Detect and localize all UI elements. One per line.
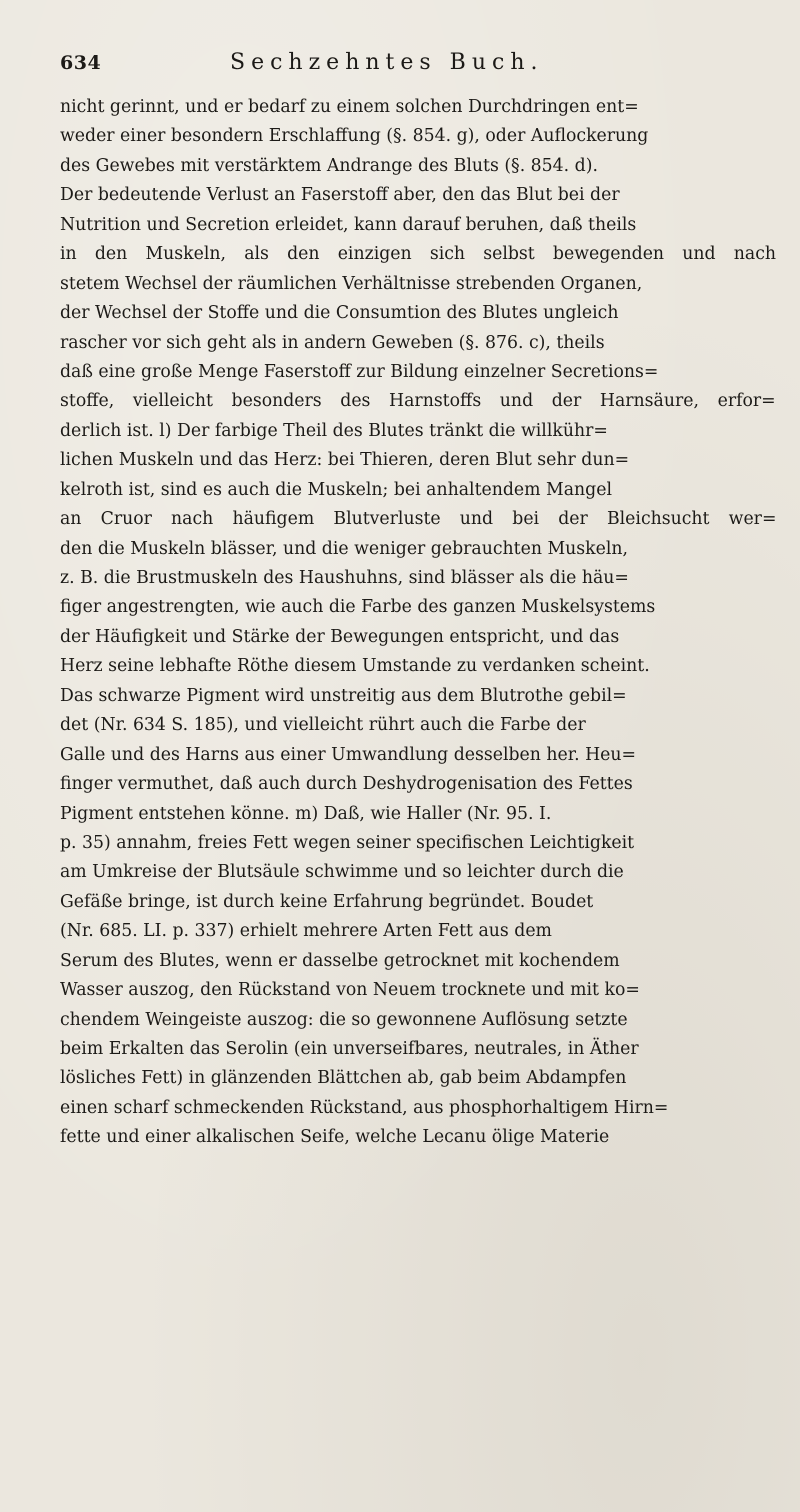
text-line: stoffe, vielleicht besonders des Harnstoffs und der Harnsäure, erfor= xyxy=(60,391,776,412)
text-line: z. B. die Brustmuskeln des Haushuhns, sind blässer als die häu= xyxy=(60,568,629,588)
text-line: des Gewebes mit verstärktem Andrange des Bluts (§. 854. d). xyxy=(60,155,598,176)
text-line: Das schwarze Pigment wird unstreitig aus dem Blutrothe gebil= xyxy=(60,685,627,706)
body-text xyxy=(60,93,776,1153)
text-line: lichen Muskeln und das Herz: bei Thieren, deren Blut sehr dun= xyxy=(60,450,630,471)
text-line: den die Muskeln blässer, und die weniger gebrauchten Muskeln, xyxy=(60,538,629,559)
text-line: Wasser auszog, den Rückstand von Neuem trocknete und mit ko= xyxy=(60,980,640,1001)
text-line: Gefäße bringe, ist durch keine Erfahrung begründet. Boudet xyxy=(60,891,594,912)
text-line: Herz seine lebhafte Röthe diesem Umstande zu verdanken scheint. xyxy=(60,656,650,677)
text-line: am Umkreise der Blutsäule schwimme und so leichter durch die xyxy=(60,862,624,883)
text-line: figer angestrengten, wie auch die Farbe des ganzen Muskelsystems xyxy=(60,597,656,618)
text-line: der Wechsel der Stoffe und die Consumtion des Blutes ungleich xyxy=(60,303,619,324)
text-line: beim Erkalten das Serolin (ein unverseifbares, neutrales, in Äther xyxy=(60,1039,639,1059)
text-line: (Nr. 685. LI. p. 337) erhielt mehrere Arten Fett aus dem xyxy=(60,921,552,942)
text-line: derlich ist. l) Der farbige Theil des Blutes tränkt die willkühr= xyxy=(60,420,608,441)
text-line: an Cruor nach häufigem Blutverluste und bei der Bleichsucht wer= xyxy=(60,509,776,530)
text-line: der Häufigkeit und Stärke der Bewegungen entspricht, und das xyxy=(60,626,620,647)
text-line: finger vermuthet, daß auch durch Deshydrogenisation des Fettes xyxy=(60,774,633,795)
text-line: det (Nr. 634 S. 185), und vielleicht rührt auch die Farbe der xyxy=(60,715,586,736)
text-line: Nutrition und Secretion erleidet, kann darauf beruhen, daß theils xyxy=(60,214,637,235)
running-head xyxy=(60,48,760,84)
text-line: rascher vor sich geht als in andern Geweben (§. 876. c), theils xyxy=(60,332,605,353)
text-line: lösliches Fett) in glänzenden Blättchen ab, gab beim Abdampfen xyxy=(60,1068,627,1089)
text-line: nicht gerinnt, und er bedarf zu einem solchen Durchdringen ent= xyxy=(60,97,639,117)
text-line: Der bedeutende Verlust an Faserstoff aber, den das Blut bei der xyxy=(60,185,620,206)
text-line: Galle und des Harns aus einer Umwandlung desselben her. Heu= xyxy=(60,744,637,765)
text-line: weder einer besondern Erschlaffung (§. 854. g), oder Auflockerung xyxy=(60,126,649,147)
text-line: p. 35) annahm, freies Fett wegen seiner specifischen Leichtigkeit xyxy=(60,832,635,853)
text-line: in den Muskeln, als den einzigen sich selbst bewegenden und nach xyxy=(60,244,776,265)
text-line: chendem Weingeiste auszog: die so gewonnene Auflösung setzte xyxy=(60,1009,628,1030)
text-line: daß eine große Menge Faserstoff zur Bildung einzelner Secretions= xyxy=(60,361,659,382)
text-line: Pigment entstehen könne. m) Daß, wie Haller (Nr. 95. I. xyxy=(60,803,552,824)
text-line: kelroth ist, sind es auch die Muskeln; bei anhaltendem Mangel xyxy=(60,479,612,500)
text-line: stetem Wechsel der räumlichen Verhältnisse strebenden Organen, xyxy=(60,273,643,294)
text-line: einen scharf schmeckenden Rückstand, aus phosphorhaltigem Hirn= xyxy=(60,1097,669,1118)
text-line: fette und einer alkalischen Seife, welche Lecanu ölige Materie xyxy=(60,1127,610,1148)
text-line: Serum des Blutes, wenn er dasselbe getrocknet mit kochendem xyxy=(60,950,620,971)
page-number: 634 xyxy=(60,52,102,74)
running-title: Sechzehntes Buch. xyxy=(230,50,544,75)
